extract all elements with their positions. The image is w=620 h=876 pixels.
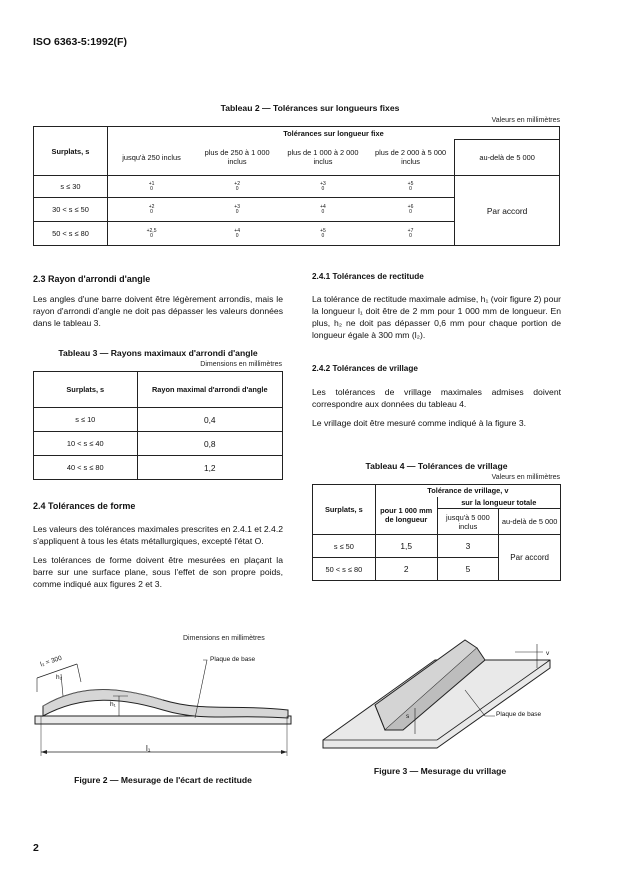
table4-header-pour: pour 1 000 mm de longueur bbox=[375, 497, 437, 535]
figure3-v-label: v bbox=[546, 650, 550, 657]
table3 bbox=[33, 371, 283, 480]
tol-lower: 0 bbox=[409, 185, 412, 192]
section-2-4-1-text bbox=[312, 293, 561, 348]
row-value: 5 bbox=[437, 558, 499, 581]
row-label: 30 < s ≤ 50 bbox=[34, 198, 108, 222]
row-label: 50 < s ≤ 80 bbox=[34, 222, 108, 246]
table3-unit: Dimensions en millimètres bbox=[200, 361, 282, 368]
row-label: s ≤ 30 bbox=[34, 176, 108, 198]
tol-lower: 0 bbox=[235, 208, 239, 215]
tol-lower: 0 bbox=[150, 232, 153, 239]
tol-upper: +5 bbox=[320, 227, 326, 234]
figure2-h2-label: h₂ bbox=[56, 674, 63, 681]
figure3-caption: Figure 3 — Mesurage du vrillage bbox=[373, 766, 507, 776]
row-label: 40 < s ≤ 80 bbox=[34, 456, 138, 480]
table-row bbox=[34, 408, 283, 432]
row-label: 50 < s ≤ 80 bbox=[313, 558, 376, 581]
figure2-h1-label: h₁ bbox=[110, 701, 116, 708]
table-row bbox=[34, 432, 283, 456]
section-2-3-text bbox=[33, 293, 283, 336]
tol-upper: +2 bbox=[148, 203, 155, 210]
tol-upper: +7 bbox=[407, 227, 414, 234]
table4-merged-cell: Par accord bbox=[499, 535, 561, 581]
tol-lower: 0 bbox=[409, 208, 412, 215]
tol-lower: 0 bbox=[321, 232, 325, 239]
section-2-4-2-text bbox=[312, 386, 561, 436]
row-value: 1,5 bbox=[375, 535, 437, 558]
table2-col-header: plus de 250 à 1 000 inclus bbox=[204, 148, 270, 167]
table3-header-rayon: Rayon maximal d'arrondi d'angle bbox=[137, 372, 282, 408]
table4-caption: Tableau 4 — Tolérances de vrillage bbox=[365, 461, 508, 471]
table2-group-header: Tolérances sur longueur fixe bbox=[107, 127, 559, 140]
tol-upper: +6 bbox=[407, 203, 414, 210]
paragraph: La tolérance de rectitude maximale admise, h₁ (voir figure 2) pour la longueur l₁ doit être de 2 mm pour 1 000 mm de longueur. En plus, h₂ ne doit pas dépasser 0,6 mm pour chaque portion de longueur égale à 300 mm (l₂). bbox=[312, 294, 561, 340]
document-id: ISO 6363-5:1992(F) bbox=[33, 36, 127, 48]
figure3-s-label: s bbox=[406, 713, 410, 720]
tol-upper: +5 bbox=[407, 180, 414, 187]
table-row bbox=[34, 456, 283, 480]
figure2-unit: Dimensions en millimètres bbox=[183, 635, 265, 642]
tol-upper: +4 bbox=[320, 203, 326, 210]
table4-header-c2: au-delà de 5 000 bbox=[499, 509, 561, 535]
tol-upper: +2 bbox=[234, 180, 240, 187]
table-row bbox=[34, 176, 560, 198]
tol-lower: 0 bbox=[235, 232, 239, 239]
section-2-4-2-title: 2.4.2 Tolérances de vrillage bbox=[312, 364, 418, 373]
paragraph: Les angles d'une barre doivent être légèrement arrondis, mais le rayon d'arrondi d'angle ne doit pas dépasser les valeurs données dans le tableau 3. bbox=[33, 294, 283, 328]
table4-header-surplats: Surplats, s bbox=[313, 485, 376, 535]
row-label: 10 < s ≤ 40 bbox=[34, 432, 138, 456]
table2-unit: Valeurs en millimètres bbox=[491, 117, 560, 124]
figure2-caption: Figure 2 — Mesurage de l'écart de rectitude bbox=[74, 775, 252, 785]
row-value: 0,4 bbox=[137, 408, 282, 432]
table4-header-sub: sur la longueur totale bbox=[437, 497, 560, 509]
row-value: 3 bbox=[437, 535, 499, 558]
tol-upper: +4 bbox=[234, 227, 240, 234]
figure2-diagram bbox=[33, 648, 293, 766]
table-row bbox=[313, 535, 561, 558]
table2-col-surplats: Surplats, s bbox=[34, 127, 108, 176]
row-value: 2 bbox=[375, 558, 437, 581]
table2-col-header: plus de 2 000 à 5 000 inclus bbox=[367, 140, 455, 176]
paragraph: Les tolérances de vrillage maximales admises doivent correspondre aux données du tableau 4. bbox=[312, 387, 561, 409]
table2-col-header: plus de 1 000 à 2 000 inclus bbox=[287, 148, 359, 167]
row-value: 0,8 bbox=[137, 432, 282, 456]
figure3-diagram bbox=[315, 630, 565, 760]
tol-lower: 0 bbox=[409, 232, 412, 239]
tol-lower: 0 bbox=[150, 208, 153, 215]
table4-header-c1: jusqu'à 5 000 inclus bbox=[437, 509, 499, 535]
paragraph: Les valeurs des tolérances maximales prescrites en 2.4.1 et 2.4.2 s'appliquent à tous les états métallurgiques, excepté l'état O. bbox=[33, 524, 283, 546]
figure2-l2-label: l₂ = 300 bbox=[39, 654, 63, 669]
table2-caption: Tableau 2 — Tolérances sur longueurs fixes bbox=[220, 103, 400, 113]
tol-lower: 0 bbox=[235, 185, 239, 192]
figure2-l1-label: l₁ bbox=[146, 744, 151, 753]
tol-lower: 0 bbox=[150, 185, 153, 192]
table2-col-header: jusqu'à 250 inclus bbox=[107, 140, 195, 176]
page-number: 2 bbox=[33, 842, 39, 854]
row-value: 1,2 bbox=[137, 456, 282, 480]
tol-lower: 0 bbox=[321, 208, 325, 215]
table2 bbox=[33, 126, 560, 246]
tol-upper: +3 bbox=[234, 203, 240, 210]
table3-header-surplats: Surplats, s bbox=[34, 372, 138, 408]
tol-lower: 0 bbox=[321, 185, 325, 192]
paragraph: Les tolérances de forme doivent être mesurées en plaçant la barre sur une surface plane, sous l'effet de son propre poids, comme indiqué aux figures 2 et 3. bbox=[33, 555, 283, 589]
figure3-plaque-label: Plaque de base bbox=[496, 711, 542, 718]
tol-upper: +3 bbox=[320, 180, 326, 187]
table4-unit: Valeurs en millimètres bbox=[491, 474, 560, 481]
tol-upper: +1 bbox=[148, 180, 155, 187]
tol-upper: +2,5 bbox=[146, 227, 157, 234]
table4-group-header: Tolérance de vrillage, v bbox=[375, 485, 560, 497]
section-2-4-title: 2.4 Tolérances de forme bbox=[33, 501, 136, 511]
table4 bbox=[312, 484, 561, 581]
section-2-4-text bbox=[33, 523, 283, 597]
paragraph: Le vrillage doit être mesuré comme indiqué à la figure 3. bbox=[312, 418, 527, 428]
section-2-4-1-title: 2.4.1 Tolérances de rectitude bbox=[312, 272, 424, 281]
curved-bar-shape bbox=[43, 690, 288, 719]
row-label: s ≤ 50 bbox=[313, 535, 376, 558]
table2-merged-cell: Par accord bbox=[455, 176, 560, 246]
section-2-3-title: 2.3 Rayon d'arrondi d'angle bbox=[33, 274, 151, 284]
row-label: s ≤ 10 bbox=[34, 408, 138, 432]
table3-caption: Tableau 3 — Rayons maximaux d'arrondi d'angle bbox=[58, 348, 258, 358]
table2-col-header: au-delà de 5 000 bbox=[455, 140, 560, 176]
figure2-plaque-label: Plaque de base bbox=[210, 656, 256, 663]
